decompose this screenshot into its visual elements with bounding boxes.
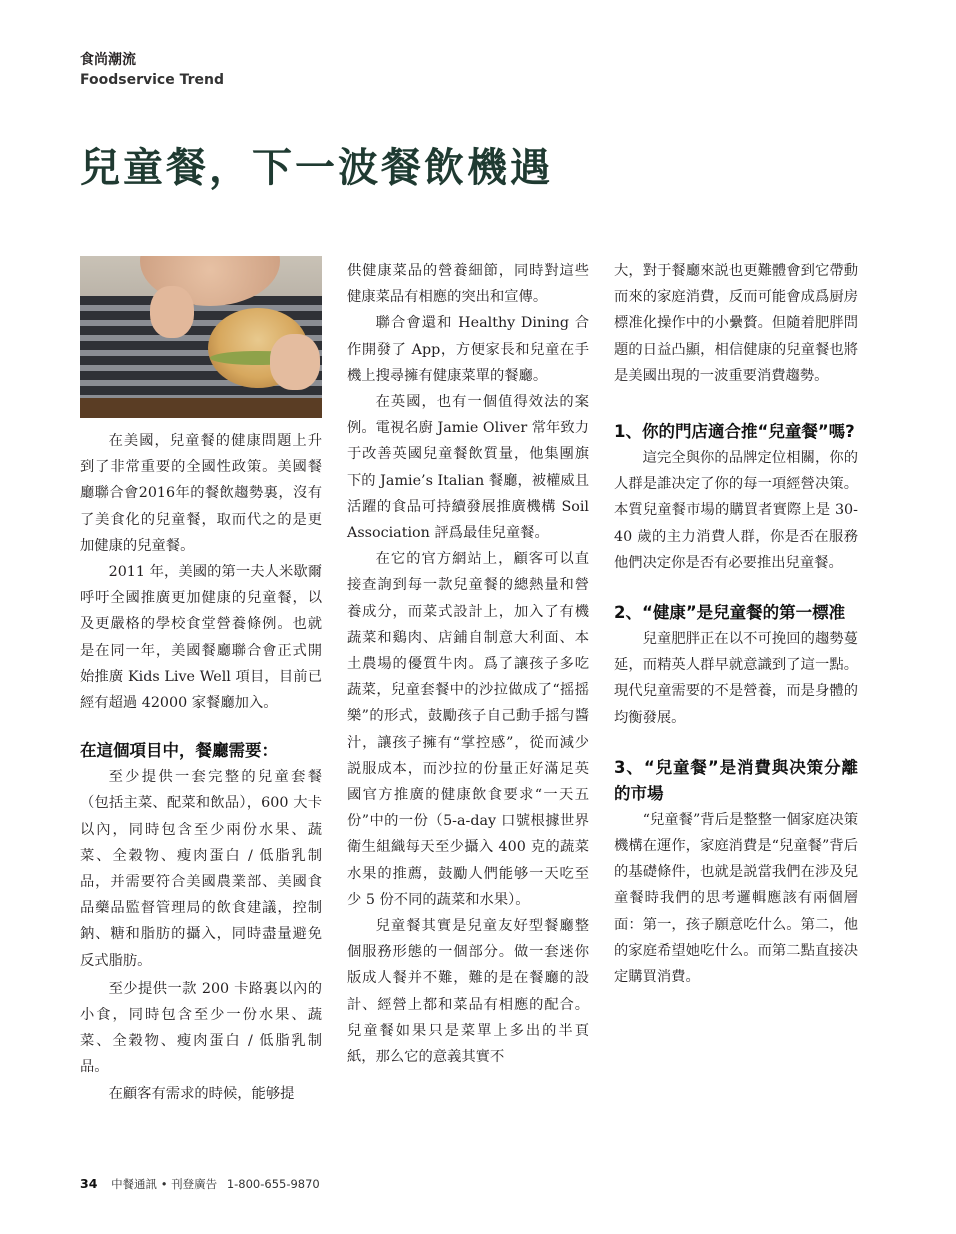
subheading: 在這個項目中，餐廳需要： [80,741,278,761]
paragraph: 這完全與你的品牌定位相關，你的人群是誰决定了你的每一項經營决策。本質兒童餐市場的購買者實際上是 30-40 歲的主力消費人群，你是否在服務他們决定你是否有必要推出兒童餐。 [614,450,858,571]
paragraph: 在它的官方網站上，顧客可以直接查詢到每一款兒童餐的總熱量和營養成分，而菜式設計上，加入了有機蔬菜和鷄肉、店鋪自制意大利面、本土農場的優質牛肉。爲了讓孩子多吃蔬菜，兒童套餐中的沙拉做成了“摇摇樂”的形式，鼓勵孩子自己動手摇勻醬汁，讓孩子擁有“掌控感”，從而減少説服成本，而沙拉的份量正好滿足英國官方推廣的健康飲食要求“一天五份”中的一份（5-a-day 口號根據世界衛生組織每天至少攝入 400 克的蔬菜水果的推薦，鼓勵人們能够一天吃至少 5 份不同的蔬菜和水果）。 [347,551,589,908]
paragraph: 在美國，兒童餐的健康問題上升到了非常重要的全國性政策。美國餐廳聯合會2016年的餐飲趨勢裏，沒有了美食化的兒童餐，取而代之的是更加健康的兒童餐。 [80,433,322,554]
child-eating-burger-photo [80,256,322,418]
page-number: 34 [80,1176,98,1191]
publication-name: 中餐通訊 • 刊登廣告 [111,1177,218,1191]
paragraph: 在英國，也有一個值得效法的案例。電視名廚 Jamie Oliver 常年致力于改善英國兒童餐飲質量，他集團旗下的 Jamie’s Italian 餐廳，被權威且活躍的食品可持續發展推廣機構 Soil Association 評爲最佳兒童餐。 [347,394,589,542]
subheading: 1、你的門店適合推“兒童餐”嗎? [614,422,855,442]
page-footer [80,1176,320,1192]
subheading: 3、“兒童餐”是消費與决策分離的市場 [614,757,858,803]
paragraph: 聯合會還和 Healthy Dining 合作開發了 App，方便家長和兒童在手機上搜尋擁有健康菜單的餐廳。 [347,315,589,384]
article-headline: 兒童餐，下一波餐飲機遇 [80,144,553,191]
phone-number: 1-800-655-9870 [226,1177,320,1191]
section-title-en: Foodservice Trend [80,72,224,88]
paragraph: 在顧客有需求的時候，能够提 [108,1085,295,1102]
paragraph: 兒童肥胖正在以不可挽回的趨勢蔓延，而精英人群早就意識到了這一點。現代兒童需要的不是營養，而是身體的均衡發展。 [614,631,858,726]
column-2 [347,258,589,1070]
column-3 [614,258,858,990]
subheading: 2、“健康”是兒童餐的第一標准 [614,603,846,623]
paragraph: 至少提供一款 200 卡路裏以內的小食，同時包含至少一份水果、蔬菜、全穀物、瘦肉蛋白 / 低脂乳制品。 [80,980,322,1076]
paragraph: 供健康菜品的營養細節，同時對這些健康菜品有相應的突出和宣傳。 [347,263,589,306]
column-1 [80,256,322,1107]
paragraph: “兒童餐”背后是整整一個家庭决策機構在運作，家庭消費是“兒童餐”背后的基礎條件，也就是説當我們在涉及兒童餐時我們的思考邏輯應該有兩個層面：第一，孩子願意吃什么。第二，他的家庭希望她吃什么。而第二點直接决定購買消費。 [614,811,858,986]
section-tag [80,50,224,90]
paragraph: 大，對于餐廳來説也更難體會到它帶動而來的家庭消費，反而可能會成爲厨房標准化操作中的小纍贅。但隨着肥胖問題的日益凸顯，相信健康的兒童餐也將是美國出現的一波重要消費趨勢。 [614,263,858,384]
paragraph: 兒童餐其實是兒童友好型餐廳整個服務形態的一個部分。做一套迷你版成人餐并不難，難的是在餐廳的設計、經營上都和菜品有相應的配合。兒童餐如果只是菜單上多出的半頁紙，那么它的意義其實不 [347,918,589,1066]
section-title-zh: 食尚潮流 [80,52,136,68]
paragraph: 至少提供一套完整的兒童套餐（包括主菜、配菜和飲品），600 大卡以內，同時包含至少兩份水果、蔬菜、全穀物、瘦肉蛋白 / 低脂乳制品，并需要符合美國農業部、美國食品藥品監督管理局的飲食建議，控制鈉、糖和脂肪的攝入，同時盡量避免反式脂肪。 [80,769,322,969]
paragraph: 2011 年，美國的第一夫人米歇爾呼吁全國推廣更加健康的兒童餐，以及更嚴格的學校食堂營養條例。也就是在同一年，美國餐廳聯合會正式開始推廣 Kids Live Well 項目，目前已經有超過 42000 家餐廳加入。 [80,564,322,712]
